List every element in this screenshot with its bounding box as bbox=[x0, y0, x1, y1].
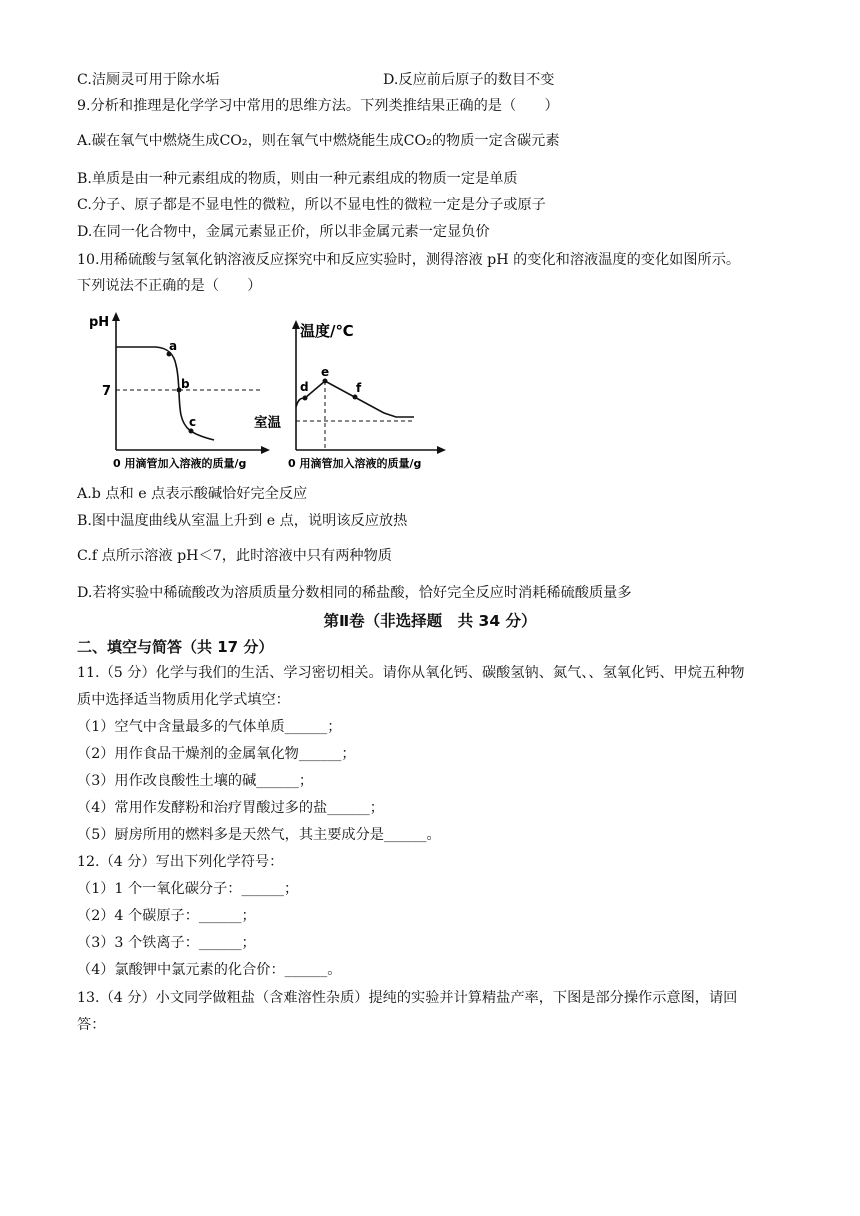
temp-room-label: 室温 bbox=[254, 415, 281, 431]
q12-item-3: （3）3 个铁离子：______； bbox=[77, 935, 256, 951]
temp-point-d bbox=[303, 396, 308, 401]
q10-option-c: C.f 点所示溶液 pH＜7，此时溶液中只有两种物质 bbox=[77, 548, 392, 564]
q13-stem: 13.（4 分）小文同学做粗盐（含难溶性杂质）提纯的实验并计算精盐产率，下图是部分操作示意图，请回 bbox=[77, 990, 738, 1006]
q11-stem-2: 质中选择适当物质用化学式填空： bbox=[77, 692, 290, 708]
q12-item-2: （2）4 个碳原子：______； bbox=[77, 908, 256, 924]
q11-item-4: （4）常用作发酵粉和治疗胃酸过多的盐______； bbox=[77, 800, 384, 816]
q11-item-3: （3）用作改良酸性土壤的碱______； bbox=[77, 773, 314, 789]
ph-label-c: c bbox=[189, 415, 197, 429]
q12-item-4: （4）氯酸钾中氯元素的化合价：______。 bbox=[77, 962, 342, 978]
q10-stem: 10.用稀硫酸与氢氧化钠溶液反应探究中和反应实验时，测得溶液 pH 的变化和溶液温度的变化如图所示。 bbox=[77, 252, 741, 268]
q9-stem: 9.分析和推理是化学学习中常用的思维方法。下列类推结果正确的是（ ） bbox=[77, 98, 559, 114]
ph-point-c bbox=[189, 429, 194, 434]
q10-stem-2: 下列说法不正确的是（ ） bbox=[77, 278, 262, 294]
q8-option-d: D.反应前后原子的数目不变 bbox=[383, 72, 555, 88]
temp-label-f: f bbox=[356, 381, 362, 395]
temp-point-f bbox=[353, 395, 358, 400]
ph-label-b: b bbox=[181, 377, 190, 391]
temp-chart bbox=[254, 310, 464, 470]
temp-ylabel: 温度/℃ bbox=[300, 322, 354, 340]
section-2-heading: 二、填空与简答（共 17 分） bbox=[77, 638, 274, 656]
q12-item-1: （1）1 个一氧化碳分子：______； bbox=[77, 881, 299, 897]
q9-option-c: C.分子、原子都是不显电性的微粒，所以不显电性的微粒一定是分子或原子 bbox=[77, 197, 546, 213]
temp-label-e: e bbox=[321, 365, 330, 379]
ph-ylabel: pH bbox=[89, 315, 110, 330]
ph-chart bbox=[86, 310, 276, 470]
ph-y-arrow bbox=[112, 312, 120, 321]
q8-option-c: C.洁厕灵可用于除水垢 bbox=[77, 72, 220, 88]
q11-item-5: （5）厨房所用的燃料多是天然气，其主要成分是______。 bbox=[77, 827, 441, 843]
temp-y-arrow bbox=[292, 320, 300, 329]
ph-label-a: a bbox=[169, 339, 178, 353]
ph-curve bbox=[116, 347, 214, 440]
ph-7-label: 7 bbox=[102, 384, 112, 399]
q10-option-b: B.图中温度曲线从室温上升到 e 点，说明该反应放热 bbox=[77, 513, 408, 529]
q11-stem: 11.（5 分）化学与我们的生活、学习密切相关。请你从氧化钙、碳酸氢钠、氮气、、氢氧化钙、甲烷五种物 bbox=[77, 665, 745, 681]
ph-xlabel: 0 用滴管加入溶液的质量/g bbox=[113, 457, 247, 470]
temp-label-d: d bbox=[300, 380, 309, 394]
q10-option-a: A.b 点和 e 点表示酸碱恰好完全反应 bbox=[77, 486, 308, 502]
q12-stem: 12.（4 分）写出下列化学符号： bbox=[77, 854, 284, 870]
q9-option-b: B.单质是由一种元素组成的物质，则由一种元素组成的物质一定是单质 bbox=[77, 171, 518, 187]
q11-item-1: （1）空气中含量最多的气体单质______； bbox=[77, 719, 342, 735]
temp-x-arrow bbox=[437, 446, 446, 454]
q9-option-a: A.碳在氧气中燃烧生成CO₂，则在氧气中燃烧能生成CO₂的物质一定含碳元素 bbox=[77, 133, 560, 149]
q10-option-d: D.若将实验中稀硫酸改为溶质质量分数相同的稀盐酸，恰好完全反应时消耗稀硫酸质量多 bbox=[77, 585, 632, 601]
part-ii-heading: 第Ⅱ卷（非选择题 共 34 分） bbox=[323, 612, 537, 630]
temp-xlabel: 0 用滴管加入溶液的质量/g bbox=[288, 457, 422, 470]
temp-point-e bbox=[323, 379, 328, 384]
q11-item-2: （2）用作食品干燥剂的金属氧化物______； bbox=[77, 746, 356, 762]
q9-option-d: D.在同一化合物中，金属元素显正价，所以非金属元素一定显负价 bbox=[77, 224, 490, 240]
q13-stem-2: 答： bbox=[77, 1017, 106, 1033]
